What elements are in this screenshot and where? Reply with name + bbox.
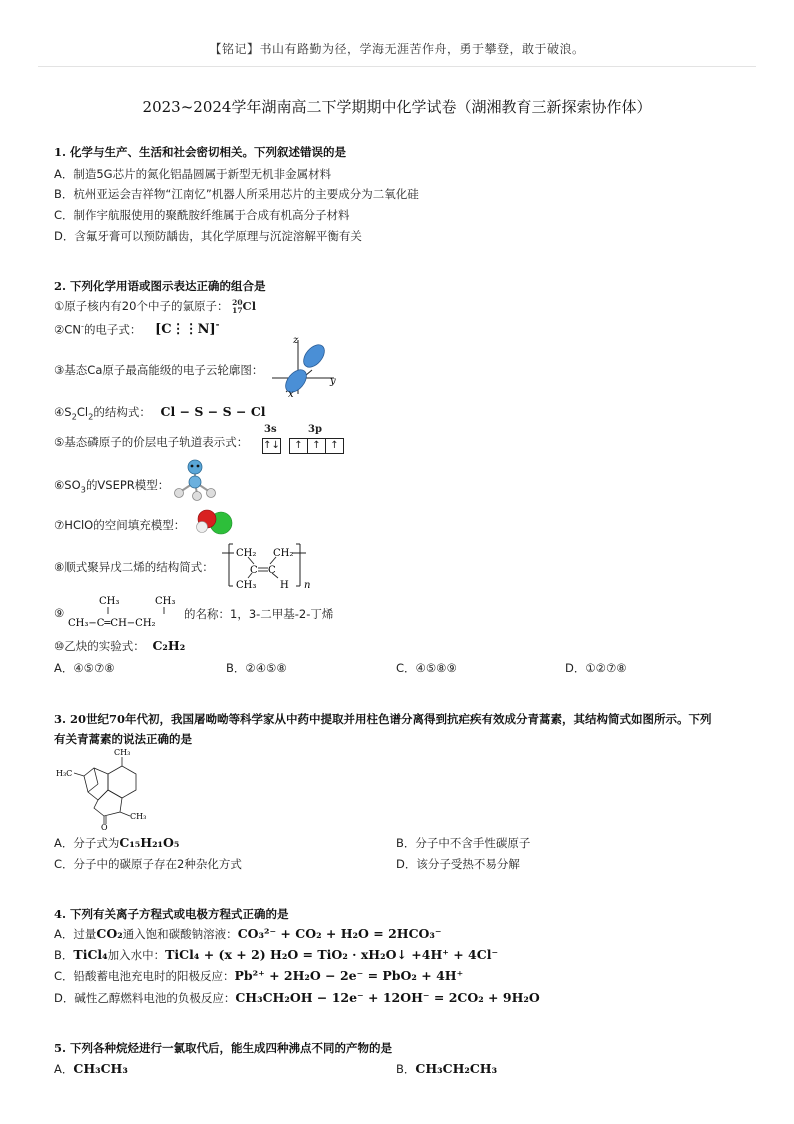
q4-option-b[interactable] bbox=[54, 947, 498, 963]
q2-s4-sub2: 2 bbox=[88, 411, 94, 422]
q4-c-equation: Pb²⁺ + 2H₂O − 2e⁻ = PbO₂ + 4H⁺ bbox=[234, 968, 464, 983]
q2-s9-text: 的名称：1，3-二甲基-2-丁烯 bbox=[184, 607, 334, 621]
label-h3c: H₃C bbox=[56, 769, 73, 778]
q4-b-text2: 加入水中： bbox=[107, 948, 166, 962]
q2-option-d[interactable]: D．①②⑦⑧ bbox=[565, 661, 627, 675]
q4-a-text: A．过量 bbox=[54, 927, 97, 941]
axis-y-label: y bbox=[330, 376, 336, 387]
q2-statement-10 bbox=[54, 638, 185, 654]
header-divider bbox=[38, 66, 756, 67]
ca-orbital-diagram bbox=[268, 334, 348, 398]
q2-s6-text-b: 的VSEPR模型： bbox=[85, 478, 170, 492]
q5-option-b[interactable] bbox=[396, 1061, 497, 1077]
q5-option-a[interactable] bbox=[54, 1061, 128, 1077]
q2-s1-mass-number: 20 bbox=[232, 298, 243, 307]
q2-s10-formula: C₂H₂ bbox=[152, 638, 186, 653]
q4-a-co2: CO₂ bbox=[96, 926, 123, 941]
q2-s2-text-b: 的电子式： bbox=[83, 322, 142, 337]
q4-b-equation: TiCl₄ + (x + 2) H₂O = TiO₂ · xH₂O↓ +4H⁺ + 4Cl⁻ bbox=[165, 947, 499, 962]
q4-d-text: D．碱性乙醇燃料电池的负极反应： bbox=[54, 991, 236, 1005]
q4-c-text: C．铅酸蓄电池充电时的阳极反应： bbox=[54, 969, 235, 983]
q2-statement-5: ⑤基态磷原子的价层电子轨道表示式： bbox=[54, 435, 249, 449]
orbital-box-3s bbox=[262, 438, 281, 454]
label-ch3-right: CH₃ bbox=[130, 812, 147, 821]
orbital-3s-box: ↑↓ bbox=[262, 438, 281, 454]
q1-option-b[interactable]: B．杭州亚运会吉祥物“江南忆”机器人所采用芯片的主要成分为二氧化硅 bbox=[54, 187, 419, 201]
alkene-structure bbox=[66, 592, 186, 632]
orbital-3p-label: 3p bbox=[308, 424, 322, 435]
q2-s6-sub: 3 bbox=[80, 484, 86, 495]
q2-statement-7: ⑦HClO的空间填充模型： bbox=[54, 518, 186, 532]
q2-s4-formula: Cl − S − S − Cl bbox=[160, 404, 266, 419]
orbital-lobe-upper bbox=[300, 341, 329, 371]
q4-b-text: B． bbox=[54, 948, 74, 962]
label-h: H bbox=[280, 580, 289, 591]
header-motto: 【铭记】书山有路勤为径，学海无涯苦作舟，勇于攀登，敢于破浪。 bbox=[209, 42, 585, 56]
orbital-3p-box-1: ↑ bbox=[289, 438, 308, 454]
orbital-3p-box-2: ↑ bbox=[308, 438, 326, 454]
q3-a-formula: C₁₅H₂₁O₅ bbox=[119, 835, 180, 850]
q2-s2-text-a: ②CN bbox=[54, 322, 81, 337]
label-ch2-right: CH₂ bbox=[273, 548, 294, 559]
q2-statement-6 bbox=[54, 477, 169, 494]
q4-a-text2: 通入饱和碳酸钠溶液： bbox=[122, 927, 238, 941]
q2-s1-symbol: Cl bbox=[242, 299, 257, 313]
q5-a-text: A． bbox=[54, 1062, 74, 1076]
q5-b-formula: CH₃CH₂CH₃ bbox=[415, 1061, 498, 1076]
label-n: n bbox=[304, 580, 311, 591]
label-ch3-b: CH₃ bbox=[155, 596, 176, 607]
q4-option-a[interactable] bbox=[54, 926, 442, 942]
label-c-left: C bbox=[250, 565, 258, 576]
orbital-3p-box-3: ↑ bbox=[326, 438, 344, 454]
q5-a-formula: CH₃CH₃ bbox=[73, 1061, 128, 1076]
q2-option-c[interactable]: C．④⑤⑧⑨ bbox=[396, 661, 457, 675]
q2-s4-sub1: 2 bbox=[71, 411, 77, 422]
q2-option-b[interactable]: B．②④⑤⑧ bbox=[226, 661, 287, 675]
hclo-space-filling-model bbox=[192, 506, 238, 538]
q5-b-text: B． bbox=[396, 1062, 416, 1076]
q2-statement-4 bbox=[54, 404, 266, 421]
q3-stem-line2: 有关青蒿素的说法正确的是 bbox=[54, 732, 192, 746]
q2-s6-text-a: ⑥SO bbox=[54, 478, 81, 492]
orbital-3s-label: 3s bbox=[264, 424, 277, 435]
q4-stem: 4. 下列有关离子方程式或电极方程式正确的是 bbox=[54, 907, 289, 921]
q2-statement-3: ③基态Ca原子最高能级的电子云轮廓图： bbox=[54, 363, 264, 377]
q4-b-ticl4: TiCl₄ bbox=[73, 947, 108, 962]
q2-s4-text-a: ④S bbox=[54, 405, 72, 419]
q2-s2-electron-formula: [C⋮⋮N] bbox=[155, 322, 216, 338]
q2-statement-1 bbox=[54, 298, 256, 314]
page-title: 2023~2024学年湖南高二下学期期中化学试卷（湖湘教育三新探索协作体） bbox=[142, 98, 652, 116]
q1-option-d[interactable]: D．含氟牙膏可以预防龋齿，其化学原理与沉淀溶解平衡有关 bbox=[54, 229, 362, 243]
orbital-boxes-3p bbox=[289, 438, 344, 454]
q4-a-equation: CO₃²⁻ + CO₂ + H₂O = 2HCO₃⁻ bbox=[237, 926, 442, 941]
artemisinin-structure bbox=[54, 744, 164, 830]
q1-option-a[interactable]: A．制造5G芯片的氮化铝晶圆属于新型无机非金属材料 bbox=[54, 167, 332, 181]
label-ch3-top: CH₃ bbox=[114, 748, 131, 757]
q2-option-a[interactable]: A．④⑤⑦⑧ bbox=[54, 661, 115, 675]
so3-vsepr-model bbox=[170, 458, 224, 502]
q3-a-text: A．分子式为 bbox=[54, 836, 120, 850]
q1-option-c[interactable]: C．制作宇航服使用的聚酰胺纤维属于合成有机高分子材料 bbox=[54, 208, 350, 222]
q2-s1-text: ①原子核内有20个中子的氯原子： bbox=[54, 299, 229, 313]
q2-s2-formula bbox=[155, 322, 219, 337]
q2-statement-8: ⑧顺式聚异戊二烯的结构简式： bbox=[54, 560, 214, 574]
q2-s1-atomic-number: 17 bbox=[232, 305, 243, 315]
polyisoprene-structure bbox=[222, 540, 322, 592]
q3-option-a[interactable] bbox=[54, 835, 179, 851]
q2-s4-text-b: Cl bbox=[76, 405, 89, 419]
q4-option-c[interactable] bbox=[54, 968, 463, 984]
q1-stem: 1. 化学与生产、生活和社会密切相关。下列叙述错误的是 bbox=[54, 145, 347, 159]
q2-s4-text-c: 的结构式： bbox=[93, 405, 151, 419]
q2-s2-sup: - bbox=[80, 320, 84, 331]
q4-option-d[interactable] bbox=[54, 990, 540, 1006]
label-c-right: C bbox=[268, 565, 276, 576]
q3-option-c[interactable]: C．分子中的碳原子存在2种杂化方式 bbox=[54, 857, 242, 871]
q2-statement-2 bbox=[54, 320, 220, 337]
axis-z-label: z bbox=[293, 335, 299, 346]
label-ch2-left: CH₂ bbox=[236, 548, 257, 559]
q3-option-d[interactable]: D．该分子受热不易分解 bbox=[396, 857, 520, 871]
label-ch3: CH₃ bbox=[236, 580, 257, 591]
q2-stem: 2. 下列化学用语或图示表达正确的组合是 bbox=[54, 279, 266, 293]
q2-s10-text: ⑩乙炔的实验式： bbox=[54, 639, 145, 653]
q3-stem-line1: 3. 20世纪70年代初，我国屠呦呦等科学家从中药中提取并用柱色谱分离得到抗疟疾有效成分青蒿素，其结构简式如图所示。下列 bbox=[54, 712, 712, 726]
q4-d-equation: CH₃CH₂OH − 12e⁻ + 12OH⁻ = 2CO₂ + 9H₂O bbox=[235, 990, 540, 1005]
label-main-chain: CH₃−C═CH−CH₂ bbox=[68, 618, 156, 629]
q3-option-b[interactable]: B．分子中不含手性碳原子 bbox=[396, 836, 531, 850]
axis-x-label: x bbox=[288, 389, 294, 398]
label-carbonyl-o: O bbox=[101, 823, 108, 830]
label-ch3-a: CH₃ bbox=[99, 596, 120, 607]
q2-s9-number: ⑨ bbox=[54, 606, 65, 620]
q2-s2-formula-sup: - bbox=[215, 320, 220, 331]
q5-stem: 5. 下列各种烷烃进行一氯取代后，能生成四种沸点不同的产物的是 bbox=[54, 1041, 393, 1055]
